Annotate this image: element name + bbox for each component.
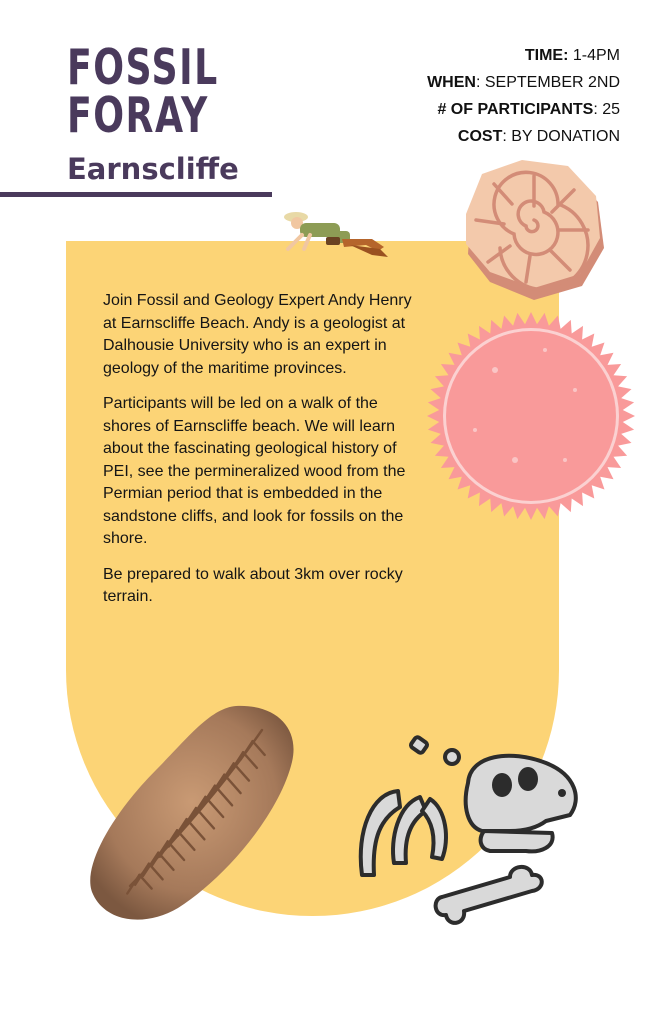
fern-fossil-icon [86,700,298,925]
info-cost [427,123,620,150]
info-when [427,69,620,96]
participants-label: # OF PARTICIPANTS [437,101,594,118]
title-line-1: FOSSIL [67,39,219,96]
participants-value: : 25 [593,101,620,118]
ammonite-fossil-icon [462,158,608,303]
time-value: 1-4PM [568,47,620,64]
info-time [427,42,620,69]
page-subtitle: Earnscliffe [67,152,239,186]
dinosaur-skeleton-icon [350,735,586,930]
title-underline [0,192,272,197]
explorer-figure-icon [280,205,400,259]
time-label: TIME: [524,47,569,64]
cost-value: : BY DONATION [502,128,620,145]
description-paragraph-2: Participants will be led on a walk of the shores of Earnscliffe beach. We will learn about the fascinating geological history of PEI, see the permineralized wood from the Permian period that is embedded in the sandstone cliffs, and look for fossils on the shore. [103,395,406,547]
event-description [103,290,413,622]
description-paragraph-1: Join Fossil and Geology Expert Andy Henry at Earnscliffe Beach. Andy is a geologist at Dalhousie University who is an expert in geology of the maritime provinces. [103,292,412,377]
cost-label: COST [457,128,503,145]
description-paragraph-3: Be prepared to walk about 3km over rocky terrain. [103,565,403,605]
when-label: WHEN [427,74,476,91]
pink-stamp-circle [425,310,637,522]
event-info [427,42,620,150]
page-title [67,39,219,144]
when-value: : SEPTEMBER 2ND [475,74,620,91]
info-participants [427,96,620,123]
title-line-2: FORAY [67,87,209,144]
